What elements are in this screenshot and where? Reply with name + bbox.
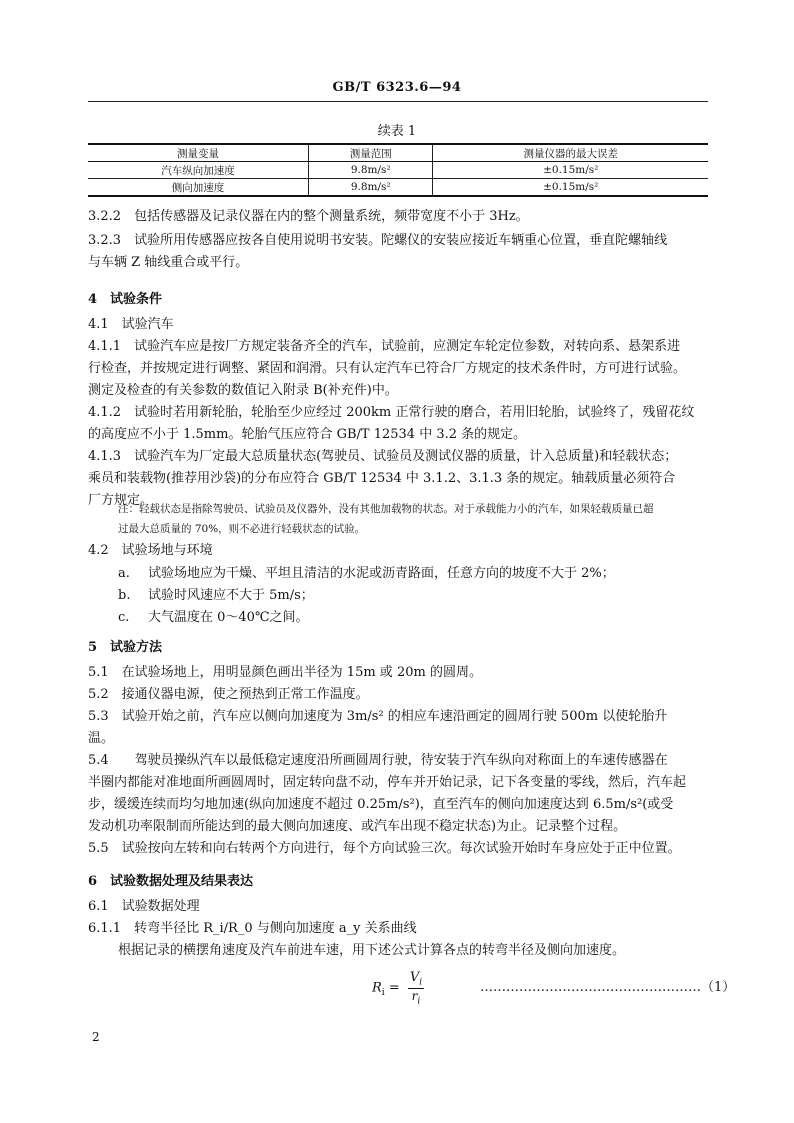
para-4-1-1-line2: 行检查，并按规定进行调整、紧固和润滑。只有认定汽车已符合厂方规定的技术条件时，方可进行试验。 xyxy=(88,361,687,376)
note-line1: 注：轻载状态是指除驾驶员、试验员及仪器外，没有其他加载物的状态。对于承载能力小的汽车，如果轻载质量已超 xyxy=(118,503,654,515)
para-5-3-line1: 5.3 试验开始之前，汽车应以侧向加速度为 3m/s² 的相应车速沿画定的圆周行驶 500m 以使轮胎升 xyxy=(88,709,668,724)
para-5-4-line4: 发动机功率限制而所能达到的最大侧向加速度、或汽车出现不稳定状态)为止。记录整个过程。 xyxy=(88,819,627,834)
col-header-range: 测量范围 xyxy=(309,144,433,162)
table-cell: 9.8m/s² xyxy=(309,179,433,197)
table-header-row xyxy=(88,144,708,162)
col-header-error: 测量仪器的最大误差 xyxy=(433,144,708,162)
table-cell: ±0.15m/s² xyxy=(433,162,708,179)
formula-1: $R_i$ = $\frac{V_i}{r_i}$ xyxy=(372,970,423,1006)
para-3-2-3-line2: 与车辆 Z 轴线重合或平行。 xyxy=(88,255,249,270)
table-cell: 汽车纵向加速度 xyxy=(88,162,309,179)
formula-lhs-sub: i xyxy=(381,988,385,999)
para-5-2: 5.2 接通仪器电源，使之预热到正常工作温度。 xyxy=(88,687,369,702)
formula-denominator: $r_i$ xyxy=(411,988,421,1006)
formula-lhs: R xyxy=(372,980,382,996)
para-5-4-line2: 半圈内都能对准地面所画圆周时，固定转向盘不动，停车并开始记录，记下各变量的零线，然后，汽车起 xyxy=(88,775,687,790)
page-number: 2 xyxy=(92,1030,100,1044)
list-item-b xyxy=(118,584,314,603)
list-label: b. xyxy=(118,588,131,603)
heading-6: 6 试验数据处理及结果表达 xyxy=(88,874,254,889)
list-text: 试验场地应为干燥、平坦且清洁的水泥或沥青路面，任意方向的坡度不大于 2%； xyxy=(148,566,615,581)
para-5-4-line1: 5.4 驾驶员操纵汽车以最低稳定速度沿所画圆周行驶，待安装于汽车纵向对称面上的车速传感器在 xyxy=(88,753,668,768)
heading-4-1: 4.1 试验汽车 xyxy=(88,317,174,332)
page-header: GB/T 6323.6—94 xyxy=(332,80,462,95)
para-3-2-2: 3.2.2 包括传感器及记录仪器在内的整个测量系统，频带宽度不小于 3Hz。 xyxy=(88,209,529,224)
para-5-5: 5.5 试验按向左转和向右转两个方向进行，每个方向试验三次。每次试验开始时车身应处于正中位置。 xyxy=(88,841,681,856)
list-text: 大气温度在 0～40℃之间。 xyxy=(148,610,309,625)
list-label: c. xyxy=(118,610,130,625)
para-5-4-line3: 步，缓缓连续而均匀地加速(纵向加速度不超过 0.25m/s²)，直至汽车的侧向加速度达到 6.5m/s²(或受 xyxy=(88,797,674,812)
para-5-3-line2: 温。 xyxy=(88,731,115,746)
para-4-1-3-line1: 4.1.3 试验汽车为厂定最大总质量状态(驾驶员、试验员及测试仪器的质量，计入总质量)和轻载状态； xyxy=(88,449,678,464)
list-item-a xyxy=(118,562,615,581)
list-text: 试验时风速应不大于 5m/s； xyxy=(148,588,314,603)
list-label: a. xyxy=(118,566,130,581)
col-header-variable: 测量变量 xyxy=(88,144,309,162)
heading-5: 5 试验方法 xyxy=(88,640,163,655)
spec-table xyxy=(88,143,708,197)
note-line2: 过最大总质量的 70%，则不必进行轻载状态的试验。 xyxy=(118,523,366,535)
table-row xyxy=(88,179,708,197)
para-4-1-3-line2: 乘员和装载物(推荐用沙袋)的分布应符合 GB/T 12534 中 3.1.2、3.1.3 条的规定。轴载质量必须符合 xyxy=(88,471,676,486)
table-cell: 侧向加速度 xyxy=(88,179,309,197)
para-4-1-1-line3: 测定及检查的有关参数的数值记入附录 B(补充件)中。 xyxy=(88,383,398,398)
para-5-1: 5.1 在试验场地上，用明显颜色画出半径为 15m 或 20m 的圆周。 xyxy=(88,665,482,680)
formula-number: ……………………………………………（1） xyxy=(480,980,736,995)
para-4-1-1-line1: 4.1.1 试验汽车应是按厂方规定装备齐全的汽车，试验前，应测定车轮定位参数，对转向系、悬架系进 xyxy=(88,339,681,354)
para-4-1-2-line2: 的高度应不小于 1.5mm。轮胎气压应符合 GB/T 12534 中 3.2 条的规定。 xyxy=(88,427,527,442)
para-4-1-3-line3: 厂方规定。 xyxy=(88,493,154,508)
heading-4: 4 试验条件 xyxy=(88,292,163,307)
heading-4-2: 4.2 试验场地与环境 xyxy=(88,543,213,558)
para-6-1-1: 6.1.1 转弯半径比 R_i/R_0 与侧向加速度 a_y 关系曲线 xyxy=(88,921,417,936)
formula-fraction xyxy=(408,970,424,1006)
list-item-c xyxy=(118,606,309,625)
table-title: 续表 1 xyxy=(377,124,417,139)
formula-numerator: $V_i$ xyxy=(409,970,423,988)
para-4-1-2-line1: 4.1.2 试验时若用新轮胎，轮胎至少应经过 200km 正常行驶的磨合，若用旧轮胎，试验终了，残留花纹 xyxy=(88,405,695,420)
para-3-2-3-line1: 3.2.3 试验所用传感器应按各自使用说明书安装。陀螺仪的安装应接近车辆重心位置，垂直陀螺轴线 xyxy=(88,233,668,248)
header-rule xyxy=(88,101,708,102)
heading-6-1: 6.1 试验数据处理 xyxy=(88,899,200,914)
table-cell: ±0.15m/s² xyxy=(433,179,708,197)
table-cell: 9.8m/s² xyxy=(309,162,433,179)
table-row xyxy=(88,162,708,179)
para-6-1-1-body: 根据记录的横摆角速度及汽车前进车速，用下述公式计算各点的转弯半径及侧向加速度。 xyxy=(118,943,626,958)
